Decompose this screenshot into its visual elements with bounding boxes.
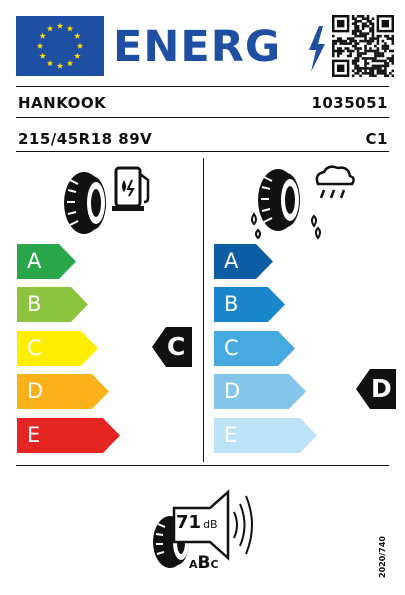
- wet-rating-badge: [356, 369, 396, 409]
- wet-bar-c-label: C: [224, 336, 239, 360]
- tyre-class: C1: [365, 130, 388, 148]
- size-divider: [16, 151, 389, 152]
- scales-divider: [16, 465, 389, 466]
- eu-star-icon: [47, 60, 53, 66]
- wet-bar-e-label: E: [224, 423, 238, 447]
- noise-class-a: A: [189, 558, 198, 571]
- fuel-bar-b: [17, 287, 89, 322]
- sound-waves-icon: [234, 496, 252, 554]
- energy-title: ENERG: [113, 22, 282, 72]
- eu-star-icon: [39, 33, 45, 39]
- noise-value: 71: [176, 512, 202, 533]
- eu-star-icon: [57, 23, 63, 29]
- eu-star-icon: [74, 33, 80, 39]
- eu-star-icon: [37, 43, 43, 49]
- eu-star-icon: [77, 43, 83, 49]
- eu-star-icon: [39, 53, 45, 59]
- brand-name: HANKOOK: [18, 94, 107, 112]
- fuel-bar-e-label: E: [27, 423, 41, 447]
- wet-grip-icon: [248, 162, 358, 244]
- noise-value-group: [176, 512, 218, 533]
- fuel-rating-badge: [152, 327, 192, 367]
- noise-unit: dB: [203, 518, 218, 531]
- wet-bar-d: [214, 374, 307, 409]
- fuel-bar-e: [17, 418, 121, 453]
- brand-divider: [16, 117, 389, 118]
- product-id: 1035051: [311, 94, 388, 112]
- fuel-pump-icon: [112, 168, 148, 211]
- fuel-bar-c: [17, 331, 99, 366]
- eu-star-icon: [67, 25, 73, 31]
- tyre-icon: [64, 172, 106, 234]
- noise-class-c: C: [210, 558, 219, 571]
- fuel-bar-a: [17, 244, 77, 279]
- lightning-bolt-icon: [305, 26, 327, 76]
- eu-star-icon: [74, 53, 80, 59]
- wet-rating-letter: D: [371, 374, 392, 403]
- column-divider: [203, 158, 204, 462]
- fuel-bar-c-label: C: [27, 336, 42, 360]
- wet-bar-e: [214, 418, 318, 453]
- fuel-bar-a-label: A: [27, 249, 42, 273]
- qr-code-icon[interactable]: [332, 15, 394, 77]
- wet-bar-d-label: D: [224, 379, 241, 403]
- eu-flag-icon: [16, 16, 104, 76]
- fuel-bar-d: [17, 374, 110, 409]
- regulation-number: [375, 530, 389, 578]
- fuel-bar-d-label: D: [27, 379, 44, 403]
- rain-cloud-icon: [317, 167, 354, 198]
- wet-bar-b: [214, 287, 286, 322]
- regulation-text: 2020/740: [378, 536, 387, 578]
- eu-star-icon: [67, 60, 73, 66]
- wet-bar-a: [214, 244, 274, 279]
- noise-class-b: B: [197, 553, 211, 573]
- tyre-size: 215/45R18 89V: [18, 130, 153, 148]
- wet-bar-c: [214, 331, 296, 366]
- noise-class: [189, 553, 219, 573]
- header-divider: [16, 86, 389, 87]
- eu-star-icon: [47, 25, 53, 31]
- fuel-rating-letter: C: [167, 332, 186, 361]
- eu-star-icon: [57, 63, 63, 69]
- wet-bar-b-label: B: [224, 292, 239, 316]
- fuel-bar-b-label: B: [27, 292, 42, 316]
- tyre-icon: [258, 169, 300, 231]
- wet-bar-a-label: A: [224, 249, 239, 273]
- fuel-efficiency-icon: [58, 162, 158, 244]
